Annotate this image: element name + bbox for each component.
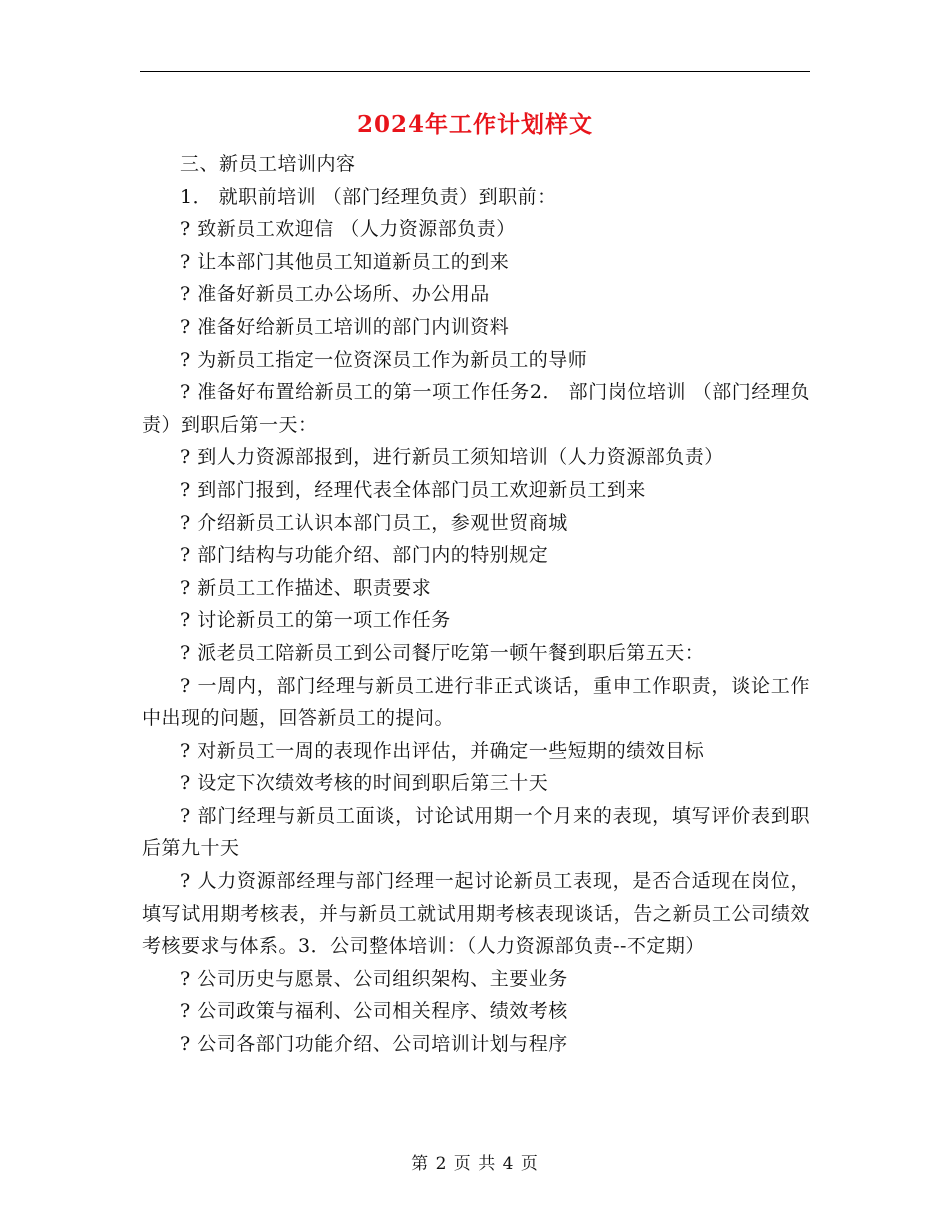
body-paragraph: 1． 就职前培训 （部门经理负责）到职前： — [180, 185, 557, 208]
header-rule — [140, 71, 810, 72]
body-paragraph: ? 一周内，部门经理与新员工进行非正式谈话，重申工作职责，谈论工作中出现的问题，回答新员工的提问。 — [142, 674, 810, 730]
body-paragraph: ? 公司各部门功能介绍、公司培训计划与程序 — [180, 1033, 568, 1056]
document-body — [142, 148, 810, 1061]
body-paragraph: ? 对新员工一周的表现作出评估，并确定一些短期的绩效目标 — [180, 739, 705, 762]
body-paragraph: ? 到部门报到，经理代表全体部门员工欢迎新员工到来 — [180, 478, 646, 501]
body-paragraph: ? 人力资源部经理与部门经理一起讨论新员工表现，是否合适现在岗位，填写试用期考核表，并与新员工就试用期考核表现谈话，告之新员工公司绩效考核要求与体系。3．公司整体培训：（人力资源部负责--不定期） — [142, 870, 810, 958]
body-paragraph: ? 介绍新员工认识本部门员工，参观世贸商城 — [180, 511, 568, 534]
page-number: 第 2 页 共 4 页 — [411, 1154, 539, 1174]
body-paragraph: ? 准备好布置给新员工的第一项工作任务2． 部门岗位培训 （部门经理负责）到职后第一天： — [142, 381, 810, 436]
body-paragraph: ? 设定下次绩效考核的时间到职后第三十天 — [180, 772, 549, 795]
body-paragraph: ? 为新员工指定一位资深员工作为新员工的导师 — [180, 348, 588, 371]
body-paragraph: ? 让本部门其他员工知道新员工的到来 — [180, 250, 510, 273]
document-title: 2024年工作计划样文 — [356, 111, 593, 138]
body-paragraph: ? 准备好新员工办公场所、办公用品 — [180, 283, 490, 306]
body-paragraph: ? 部门结构与功能介绍、部门内的特别规定 — [180, 544, 549, 567]
body-paragraph: ? 致新员工欢迎信 （人力资源部负责） — [180, 218, 516, 241]
body-paragraph: ? 公司政策与福利、公司相关程序、绩效考核 — [180, 1000, 568, 1023]
body-paragraph: ? 新员工工作描述、职责要求 — [180, 576, 432, 599]
body-paragraph: ? 派老员工陪新员工到公司餐厅吃第一顿午餐到职后第五天： — [180, 641, 705, 664]
body-paragraph: ? 到人力资源部报到，进行新员工须知培训（人力资源部负责） — [180, 446, 724, 469]
body-paragraph: ? 讨论新员工的第一项工作任务 — [180, 609, 451, 632]
body-paragraph: ? 准备好给新员工培训的部门内训资料 — [180, 315, 510, 338]
body-paragraph: 三、新员工培训内容 — [180, 153, 356, 175]
body-paragraph: ? 部门经理与新员工面谈，讨论试用期一个月来的表现，填写评价表到职后第九十天 — [142, 804, 810, 860]
body-paragraph: ? 公司历史与愿景、公司组织架构、主要业务 — [180, 967, 568, 990]
